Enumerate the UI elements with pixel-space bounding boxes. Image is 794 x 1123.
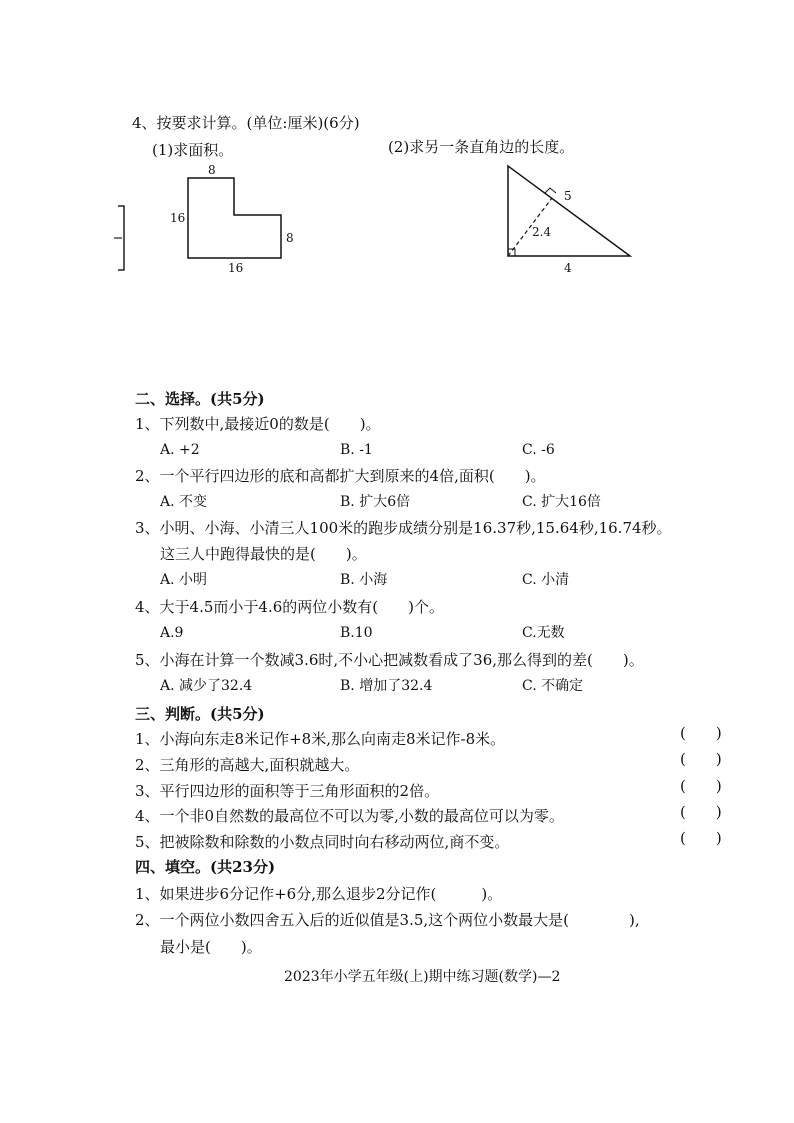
label-right-8: 8 — [286, 231, 294, 245]
s4-item-2: 2、一个两位小数四舍五入后的近似值是3.5,这个两位小数最大是( ), — [135, 911, 640, 929]
s3-answer-3[interactable]: ( ) — [680, 777, 722, 795]
foot-mark — [545, 188, 556, 193]
s2-q3-opt-c: C. 小清 — [522, 572, 570, 588]
s2-q2-opt-c: C. 扩大16倍 — [522, 494, 601, 510]
s4-item-1: 1、如果进步6分记作+6分,那么退步2分记作( )。 — [135, 885, 503, 903]
label-height-2-4: 2.4 — [532, 225, 552, 239]
label-top-8: 8 — [208, 163, 216, 177]
s2-q2-opt-a: A. 不变 — [160, 494, 208, 510]
s2-q2-opt-b: B. 扩大6倍 — [340, 494, 411, 510]
label-bottom-16: 16 — [228, 261, 244, 275]
q4-title: 4、按要求计算。(单位:厘米)(6分) — [132, 114, 360, 132]
s3-answer-1[interactable]: ( ) — [680, 724, 722, 742]
s3-item-3: 3、平行四边形的面积等于三角形面积的2倍。 — [135, 782, 440, 800]
s2-q4-opt-c: C.无数 — [522, 625, 565, 641]
triangle-figure — [496, 160, 646, 280]
q4-sub1: (1)求面积。 — [152, 141, 234, 159]
s3-answer-5[interactable]: ( ) — [680, 829, 722, 847]
s2-q3-opt-a: A. 小明 — [160, 572, 208, 588]
page-footer: 2023年小学五年级(上)期中练习题(数学)—2 — [284, 969, 561, 985]
q4-sub2: (2)求另一条直角边的长度。 — [388, 138, 575, 156]
label-hyp-5: 5 — [564, 189, 572, 203]
s2-q5-opt-c: C. 不确定 — [522, 678, 584, 694]
label-base-4: 4 — [564, 261, 572, 275]
s2-q1-opt-a: A. +2 — [160, 442, 200, 458]
s2-q4: 4、大于4.5而小于4.6的两位小数有( )个。 — [135, 598, 444, 616]
s2-q3-opt-b: B. 小海 — [340, 572, 388, 588]
s2-q2: 2、一个平行四边形的底和高都扩大到原来的4倍,面积( )。 — [135, 467, 546, 485]
section2-heading: 二、选择。(共5分) — [135, 390, 265, 408]
section4-heading: 四、填空。(共23分) — [135, 858, 276, 876]
right-triangle — [508, 166, 630, 256]
s2-q4-opt-b: B.10 — [340, 625, 373, 641]
s4-item-2-cont: 最小是( )。 — [160, 938, 262, 956]
s2-q3: 3、小明、小海、小清三人100米的跑步成绩分别是16.37秒,15.64秒,16.74秒。 — [135, 519, 672, 537]
s2-q4-opt-a: A.9 — [160, 625, 184, 641]
s3-item-4: 4、一个非0自然数的最高位不可以为零,小数的最高位可以为零。 — [135, 807, 564, 825]
s3-item-5: 5、把被除数和除数的小数点同时向右移动两位,商不变。 — [135, 833, 510, 851]
s2-q1-opt-b: B. -1 — [340, 442, 373, 458]
s3-answer-2[interactable]: ( ) — [680, 750, 722, 768]
s2-q3-cont: 这三人中跑得最快的是( )。 — [160, 545, 367, 563]
l-shape — [188, 178, 281, 258]
label-left-16: 16 — [170, 211, 186, 225]
s3-item-1: 1、小海向东走8米记作+8米,那么向南走8米记作-8米。 — [135, 730, 506, 748]
s2-q5-opt-a: A. 减少了32.4 — [160, 678, 253, 694]
section3-heading: 三、判断。(共5分) — [135, 705, 265, 723]
s3-item-2: 2、三角形的高越大,面积就越大。 — [135, 756, 360, 774]
s3-answer-4[interactable]: ( ) — [680, 803, 722, 821]
margin-bracket — [110, 200, 130, 280]
s2-q1-opt-c: C. -6 — [522, 442, 555, 458]
s2-q1: 1、下列数中,最接近0的数是( )。 — [135, 415, 381, 433]
l-shape-figure — [168, 160, 308, 280]
s2-q5-opt-b: B. 增加了32.4 — [340, 678, 433, 694]
s2-q5: 5、小海在计算一个数减3.6时,不小心把减数看成了36,那么得到的差( )。 — [135, 651, 644, 669]
